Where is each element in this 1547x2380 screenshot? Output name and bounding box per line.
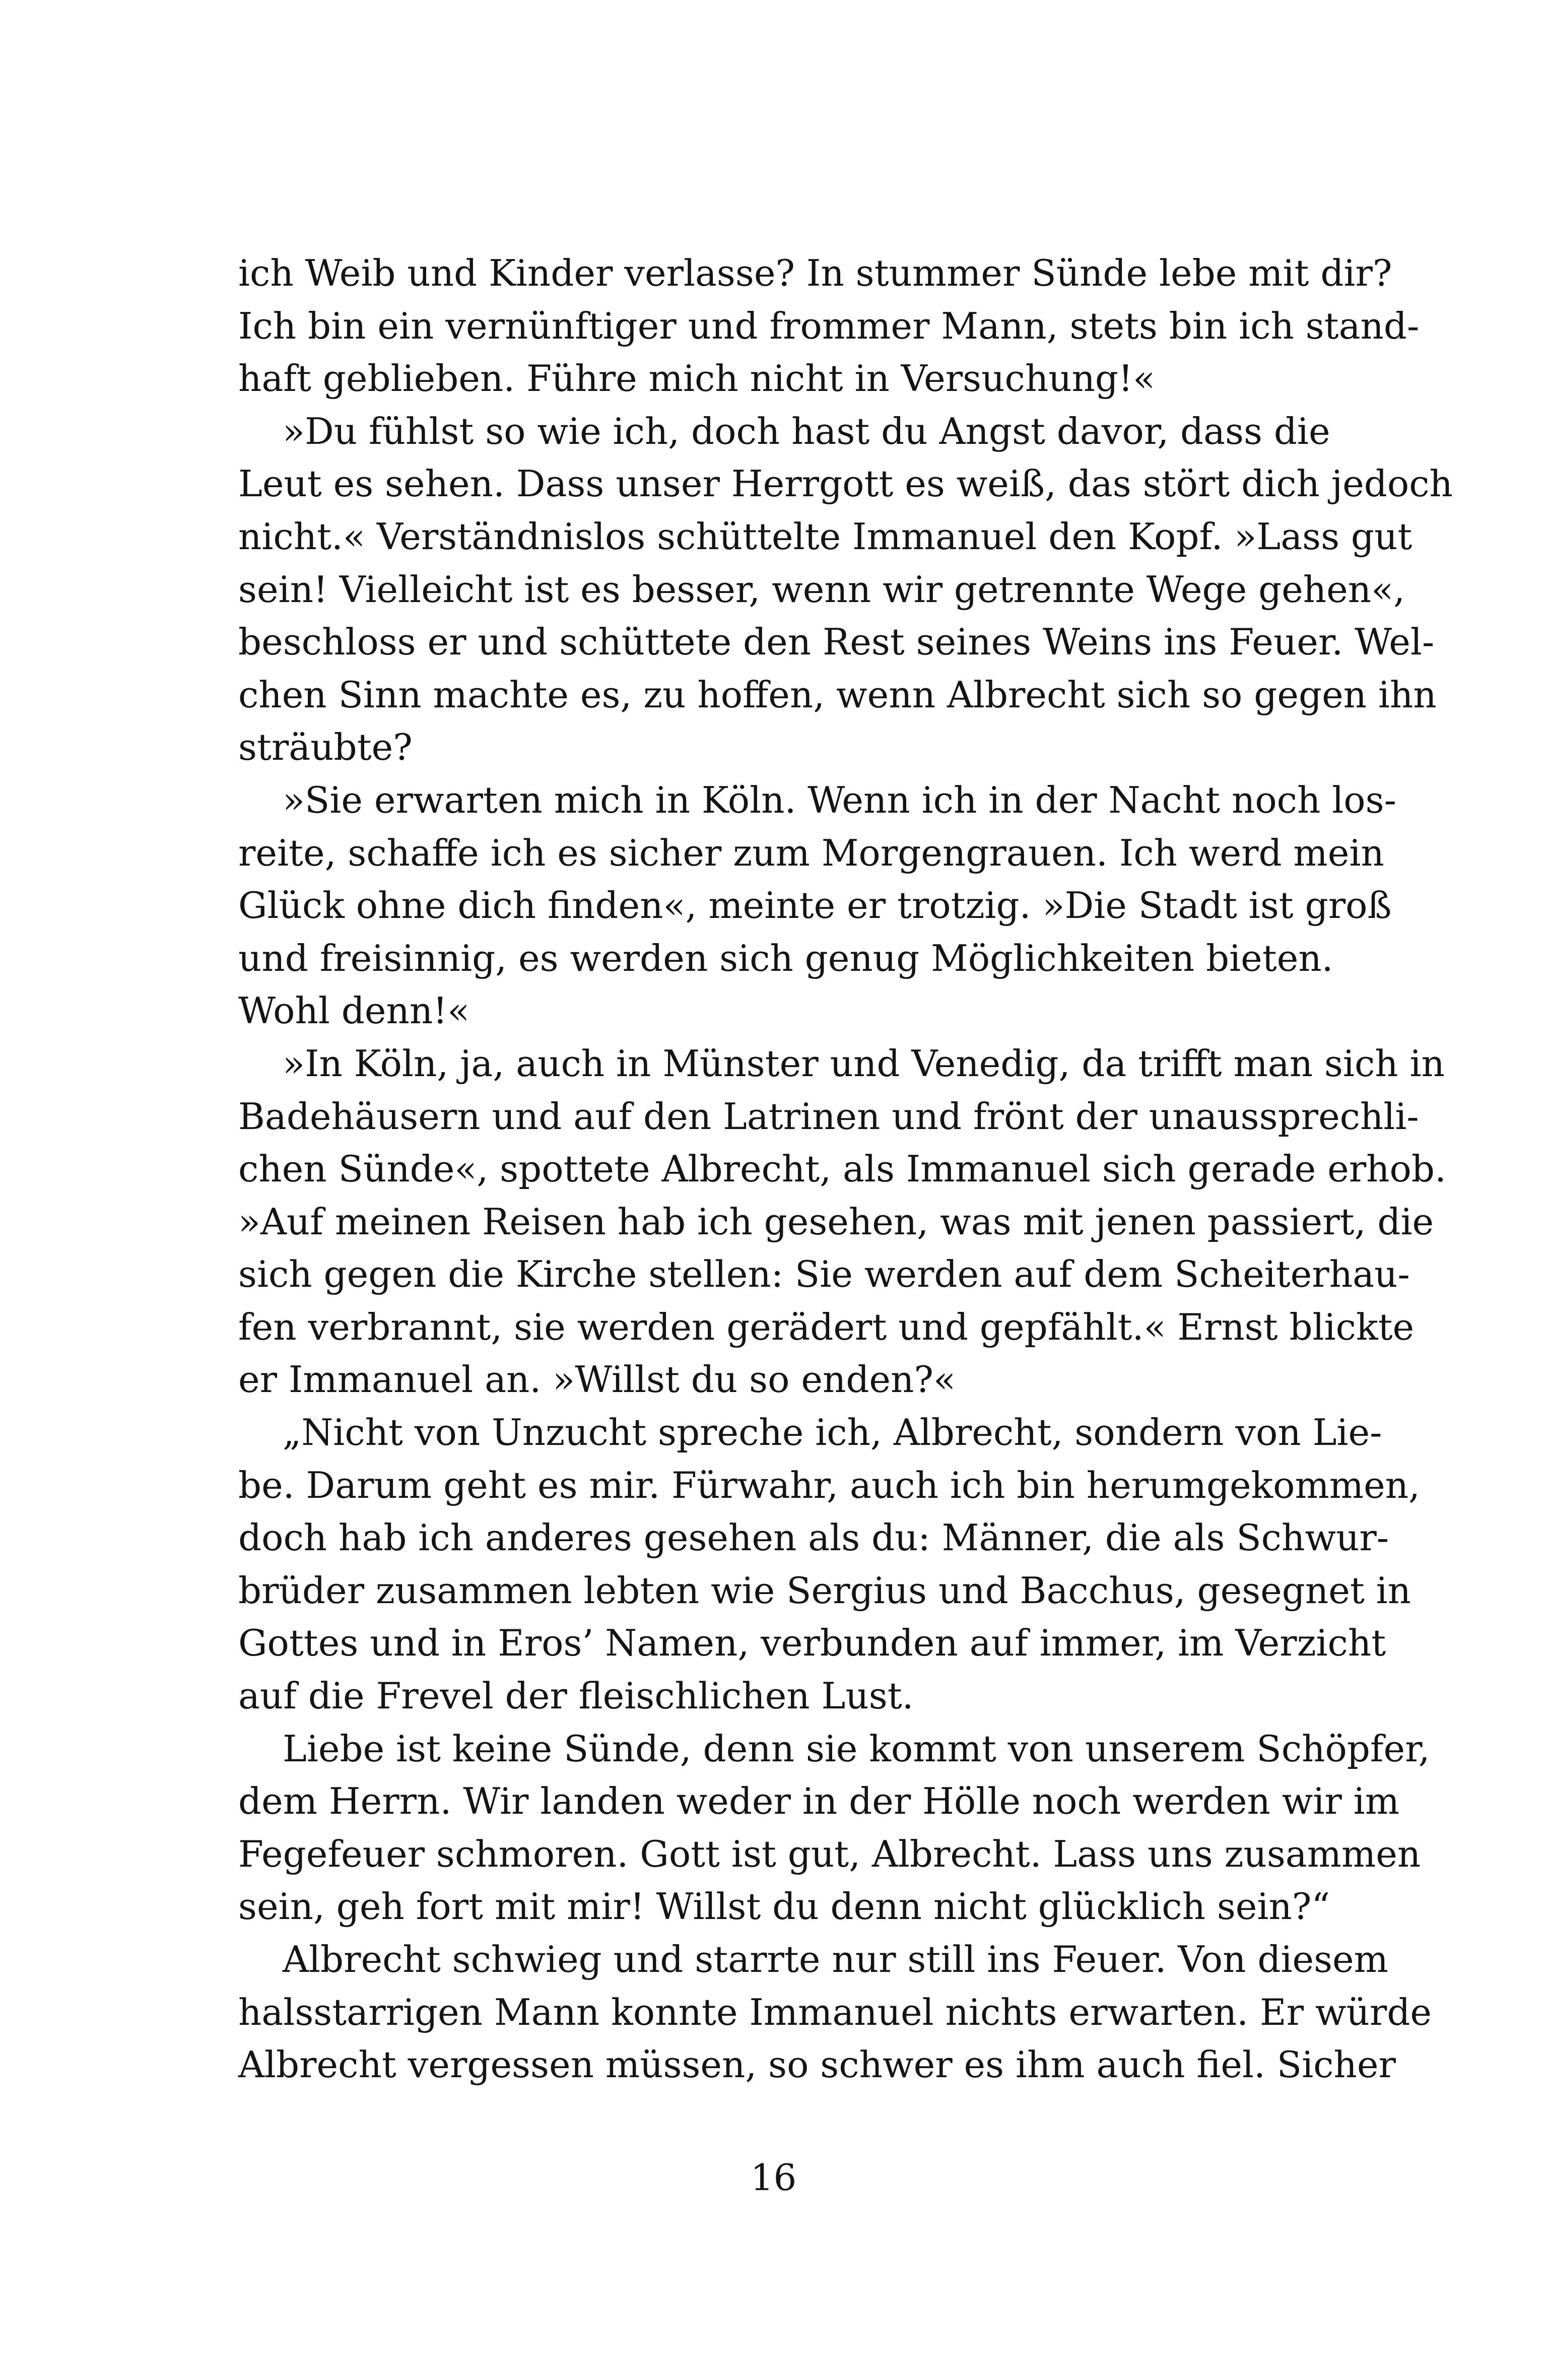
text-line: Albrecht schwieg und starrte nur still ins Feuer. Von diesem: [283, 1938, 1388, 1980]
text-line: be. Darum geht es mir. Fürwahr, auch ich bin herumgekommen,: [238, 1464, 1420, 1506]
text-line: nicht.« Verständnislos schüttelte Immanuel den Kopf. »Lass gut: [238, 515, 1413, 558]
text-line: chen Sinn machte es, zu hoffen, wenn Albrecht sich so gegen ihn: [238, 673, 1437, 716]
text-line: reite, schaffe ich es sicher zum Morgengrauen. Ich werd mein: [238, 831, 1384, 874]
text-line: »Sie erwarten mich in Köln. Wenn ich in der Nacht noch los-: [283, 778, 1396, 821]
text-line: Glück ohne dich finden«, meinte er trotzig. »Die Stadt ist groß: [238, 884, 1392, 927]
text-line: „Nicht von Unzucht spreche ich, Albrecht, sondern von Lie-: [283, 1411, 1382, 1454]
text-line: Badehäusern und auf den Latrinen und frönt der unaussprechli-: [238, 1095, 1419, 1138]
text-line: Liebe ist keine Sünde, denn sie kommt von unserem Schöpfer,: [283, 1727, 1430, 1770]
text-line: dem Herrn. Wir landen weder in der Hölle noch werden wir im: [238, 1780, 1399, 1823]
text-line: haft geblieben. Führe mich nicht in Versuchung!«: [238, 357, 1156, 400]
text-line: fen verbrannt, sie werden gerädert und gepfählt.« Ernst blickte: [238, 1305, 1415, 1348]
text-line: Wohl denn!«: [238, 989, 470, 1032]
text-line: er Immanuel an. »Willst du so enden?«: [238, 1358, 956, 1401]
text-line: Fegefeuer schmoren. Gott ist gut, Albrecht. Lass uns zusammen: [238, 1832, 1421, 1875]
text-line: Gottes und in Eros’ Namen, verbunden auf immer, im Verzicht: [238, 1622, 1386, 1665]
text-line: »Auf meinen Reisen hab ich gesehen, was mit jenen passiert, die: [238, 1200, 1434, 1243]
text-line: »In Köln, ja, auch in Münster und Venedig, da trifft man sich in: [283, 1042, 1445, 1085]
text-line: »Du fühlst so wie ich, doch hast du Angst davor, dass die: [283, 410, 1330, 452]
text-line: Albrecht vergessen müssen, so schwer es ihm auch fiel. Sicher: [238, 2043, 1396, 2086]
text-line: halsstarrigen Mann konnte Immanuel nichts erwarten. Er würde: [238, 1991, 1432, 2033]
text-line: sich gegen die Kirche stellen: Sie werden auf dem Scheiterhau-: [238, 1253, 1410, 1296]
text-line: Leut es sehen. Dass unser Herrgott es weiß, das stört dich jedoch: [238, 462, 1453, 505]
text-line: sein, geh fort mit mir! Willst du denn nicht glücklich sein?“: [238, 1885, 1330, 1928]
text-line: sträubte?: [238, 726, 413, 769]
body-text: [238, 247, 1453, 2091]
text-line: und freisinnig, es werden sich genug Möglichkeiten bieten.: [238, 937, 1333, 979]
page-number: 16: [750, 2156, 797, 2199]
text-line: brüder zusammen lebten wie Sergius und Bacchus, gesegnet in: [238, 1569, 1411, 1612]
text-line: ich Weib und Kinder verlasse? In stummer Sünde lebe mit dir?: [238, 252, 1392, 294]
text-line: auf die Frevel der fleischlichen Lust.: [238, 1675, 914, 1717]
text-line: Ich bin ein vernünftiger und frommer Mann, stets bin ich stand-: [238, 304, 1420, 347]
text-line: sein! Vielleicht ist es besser, wenn wir getrennte Wege gehen«,: [238, 568, 1405, 611]
text-line: chen Sünde«, spottete Albrecht, als Immanuel sich gerade erhob.: [238, 1148, 1446, 1191]
text-line: doch hab ich anderes gesehen als du: Männer, die als Schwur-: [238, 1516, 1389, 1559]
text-line: beschloss er und schüttete den Rest seines Weins ins Feuer. Wel-: [238, 621, 1435, 664]
